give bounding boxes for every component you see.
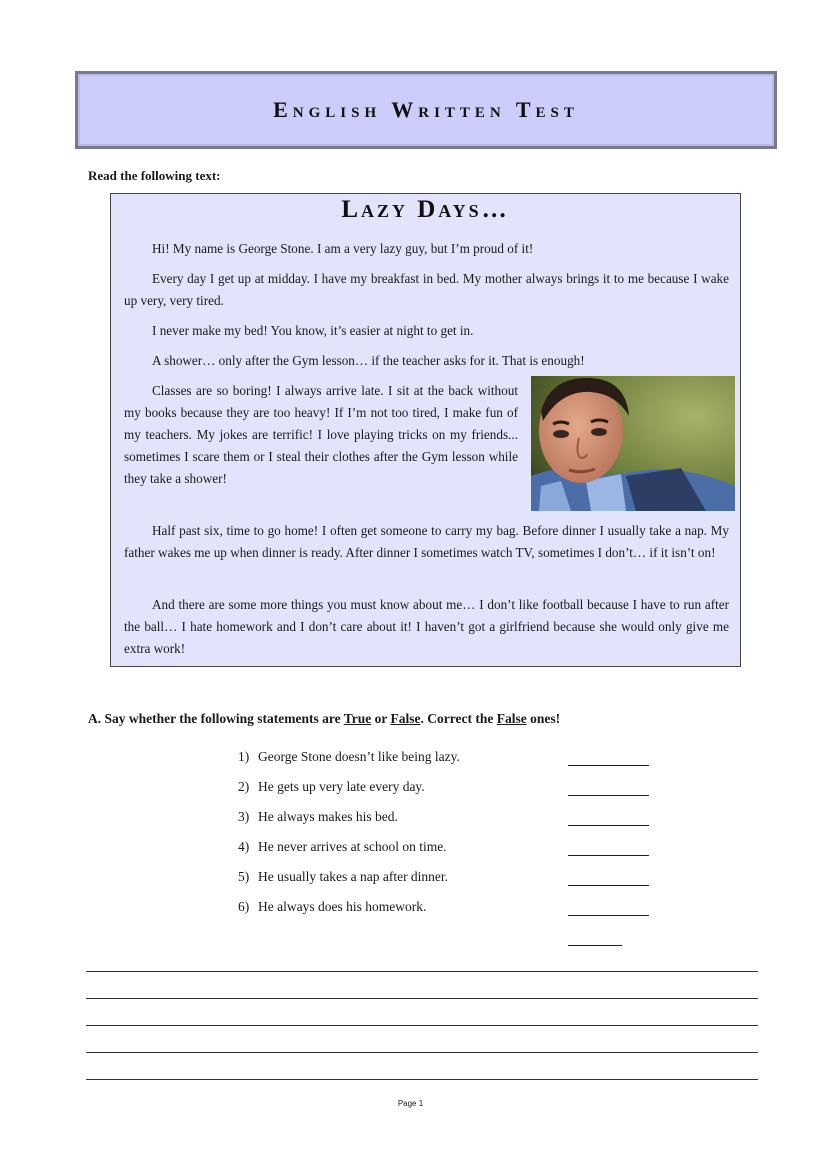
statement-number: 4) [238, 839, 250, 854]
story-paragraph-5: Classes are so boring! I always arrive late. I sit at the back without my books because they are too heavy! If I’m not too tired, I make fun of my teachers. My jokes are terrific! I love playing tricks on my friends... sometimes I scare them or I steal their clothes after the Gym lesson while they take a shower! [124, 383, 518, 486]
story-paragraph-2: Every day I get up at midday. I have my breakfast in bed. My mother always brings it to me because I wake up very, very tired. [124, 271, 729, 308]
story-paragraph-1: Hi! My name is George Stone. I am a very lazy guy, but I’m proud of it! [152, 241, 534, 256]
statement-text: He always does his homework. [258, 899, 427, 914]
story-paragraph-4: A shower… only after the Gym lesson… if the teacher asks for it. That is enough! [152, 353, 585, 368]
statement-number: 3) [238, 809, 250, 824]
statement-number: 5) [238, 869, 250, 884]
answer-blank-2[interactable] [568, 795, 649, 796]
statement-text: George Stone doesn’t like being lazy. [258, 749, 460, 764]
statement-1 [238, 747, 460, 767]
statement-2 [238, 777, 425, 797]
answer-blank-5[interactable] [568, 885, 649, 886]
writing-line-3[interactable] [86, 1025, 758, 1026]
false-word-2: False [496, 711, 527, 726]
title-banner [75, 71, 777, 149]
statement-number: 6) [238, 899, 250, 914]
statement-6 [238, 897, 426, 917]
page-number: Page 1 [397, 1099, 424, 1108]
writing-line-2[interactable] [86, 998, 758, 999]
answer-blank-1[interactable] [568, 765, 649, 766]
story-paragraph-7: And there are some more things you must know about me… I don’t like football because I have to run after the ball… I hate homework and I don’t care about it! I haven’t got a girlfriend because she would only give me extra work! [124, 597, 729, 656]
statement-text: He usually takes a nap after dinner. [258, 869, 449, 884]
reading-instruction: Read the following text: [88, 168, 221, 183]
answer-blank-6[interactable] [568, 915, 649, 916]
or-word: or [371, 711, 391, 726]
statement-number: 2) [238, 779, 250, 794]
statement-number: 1) [238, 749, 250, 764]
section-a-prefix: A. Say whether the following statements are [88, 711, 344, 726]
story-box [110, 193, 741, 667]
statement-text: He gets up very late every day. [258, 779, 425, 794]
page-title: English Written Test [273, 97, 579, 122]
section-a-instruction [88, 711, 560, 727]
false-word: False [390, 711, 421, 726]
statement-text: He never arrives at school on time. [258, 839, 447, 854]
story-paragraph-3: I never make my bed! You know, it’s easier at night to get in. [152, 323, 474, 338]
story-title: Lazy Days… [341, 196, 510, 223]
statement-text: He always makes his bed. [258, 809, 398, 824]
statement-3 [238, 807, 398, 827]
answer-blank-4[interactable] [568, 855, 649, 856]
statement-5 [238, 867, 448, 887]
photo-illustration [531, 376, 735, 511]
section-a-suffix: ones! [526, 711, 561, 726]
story-paragraph-6: Half past six, time to go home! I often get someone to carry my bag. Before dinner I usually take a nap. My father wakes me up when dinner is ready. After dinner I sometimes watch TV, sometimes I don’t… if it isn’t on! [124, 523, 729, 560]
writing-line-1[interactable] [86, 971, 758, 972]
answer-blank-3[interactable] [568, 825, 649, 826]
writing-line-5[interactable] [86, 1079, 758, 1080]
true-word: True [343, 711, 372, 726]
statement-4 [238, 837, 447, 857]
section-a-middle: . Correct the [420, 711, 497, 726]
photo-of-young-man [531, 376, 735, 511]
answer-blank-extra[interactable] [568, 945, 622, 946]
writing-line-4[interactable] [86, 1052, 758, 1053]
